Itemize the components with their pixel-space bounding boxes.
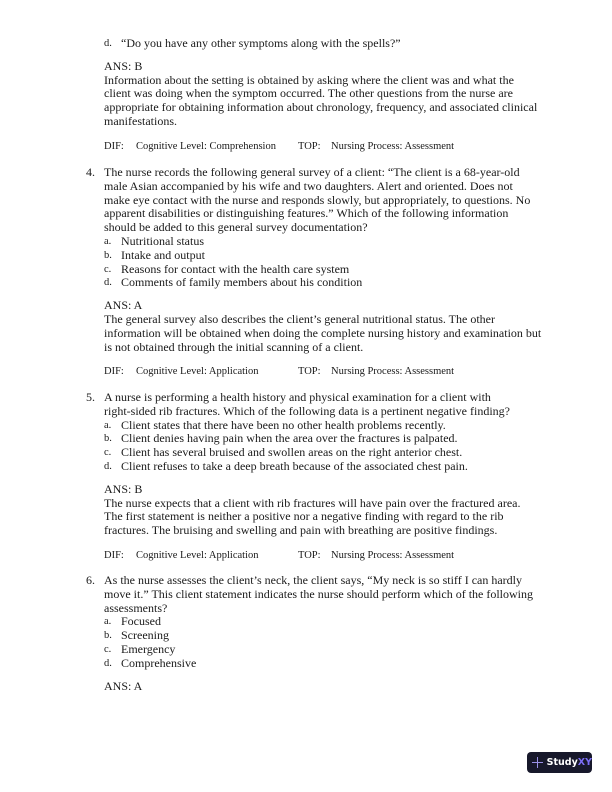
option-d <box>86 276 556 290</box>
question-number: 6. <box>86 573 95 587</box>
rationale-line: appropriate for obtaining information about chronology, frequency, and associated clinical <box>104 100 538 115</box>
question-4 <box>86 166 556 379</box>
rationale-line: is not obtained through the initial scanning of a client. <box>104 339 364 354</box>
answer-key: ANS: B <box>104 58 143 73</box>
top-label: TOP: <box>298 140 321 152</box>
stem-line: make eye contact with the nurse and responds slowly, but appropriately, to questions. No <box>104 192 531 207</box>
option-letter: c. <box>104 447 112 459</box>
option-letter: b. <box>104 249 112 261</box>
option-b <box>86 629 556 643</box>
option-text: Intake and output <box>121 247 205 262</box>
option-text: Comprehensive <box>121 655 197 670</box>
top-value: Nursing Process: Assessment <box>331 366 455 378</box>
option-text: Nutritional status <box>121 233 204 248</box>
option-text: Screening <box>121 628 169 643</box>
option-text: Reasons for contact with the health care system <box>121 261 350 276</box>
rationale <box>86 497 556 538</box>
stem-line: male Asian accompanied by his wife and two daughters. Alert and oriented. Does not <box>104 178 513 193</box>
dif-label: DIF: <box>104 366 124 378</box>
brand-main: Study <box>546 756 578 768</box>
option-d <box>86 460 556 474</box>
option-text: Emergency <box>121 641 176 656</box>
option-text: Client refuses to take a deep breath because of the associated chest pain. <box>121 458 468 473</box>
option-letter: d. <box>104 277 112 289</box>
option-c <box>86 643 556 657</box>
stem-line: right-sided rib fractures. Which of the following data is a pertinent negative finding? <box>104 403 510 418</box>
answer-key: ANS: A <box>104 678 143 693</box>
top-label: TOP: <box>298 549 321 561</box>
brand-accent: XY <box>577 756 592 768</box>
dif-label: DIF: <box>104 140 124 152</box>
dif-label: DIF: <box>104 549 124 561</box>
option-b <box>86 432 556 446</box>
rationale-line: information will be obtained when doing the complete nursing history and examination but <box>104 325 542 340</box>
rationale-line: Information about the setting is obtained by asking where the client was and what the <box>104 72 514 87</box>
option-text: Client states that there have been no other health problems recently. <box>121 417 446 432</box>
rationale <box>86 74 556 129</box>
option-b <box>86 249 556 263</box>
option-letter: b. <box>104 433 112 445</box>
rationale-line: manifestations. <box>104 113 177 128</box>
rationale-line: The nurse expects that a client with rib fractures will have pain over the fractured area. <box>104 495 521 510</box>
option-letter: a. <box>104 419 112 431</box>
answer-key: ANS: A <box>104 298 143 313</box>
option-letter: a. <box>104 616 112 628</box>
rationale-line: fractures. The bruising and swelling and pain with breathing are positive findings. <box>104 523 498 538</box>
option-text: Client denies having pain when the area over the fractures is palpated. <box>121 431 458 446</box>
option-a <box>86 615 556 629</box>
option-letter: d. <box>104 38 112 49</box>
question-stem <box>86 574 556 615</box>
question-6 <box>86 574 556 693</box>
option-text: “Do you have any other symptoms along with the spells?” <box>121 36 401 50</box>
top-label: TOP: <box>298 366 321 378</box>
dif-value: Cognitive Level: Comprehension <box>136 140 276 152</box>
top-value: Nursing Process: Assessment <box>331 140 455 152</box>
option-text: Focused <box>121 614 161 629</box>
question-stem <box>86 391 556 419</box>
question-5 <box>86 391 556 563</box>
rationale-line: The general survey also describes the client’s general nutritional status. The other <box>104 311 495 326</box>
option-letter: c. <box>104 643 112 655</box>
rationale-line: client was doing when the symptom occurred. The other questions from the nurse are <box>104 86 514 101</box>
dif-value: Cognitive Level: Application <box>136 549 259 561</box>
option-text: Client has several bruised and swollen areas on the right anterior chest. <box>121 445 463 460</box>
option-d <box>86 657 556 671</box>
stem-line: apparent disabilities or distinguishing features.” Which of the following information <box>104 206 509 221</box>
option-d <box>86 37 556 51</box>
option-c <box>86 263 556 277</box>
stem-line: should be added to this general survey documentation? <box>104 220 368 235</box>
rationale <box>86 313 556 354</box>
stem-line: The nurse records the following general survey of a client: “The client is a 68-year-old <box>104 165 520 179</box>
stem-line: assessments? <box>104 600 168 615</box>
question-metadata <box>86 140 556 154</box>
question-3-continuation <box>86 37 556 154</box>
option-letter: d. <box>104 657 112 669</box>
option-text: Comments of family members about his condition <box>121 275 363 290</box>
stem-line: A nurse is performing a health history and physical examination for a client with <box>104 390 491 404</box>
option-letter: d. <box>104 460 112 472</box>
option-letter: b. <box>104 630 112 642</box>
question-metadata <box>86 365 556 379</box>
option-a <box>86 419 556 433</box>
option-a <box>86 235 556 249</box>
stem-line: As the nurse assesses the client’s neck, the client says, “My neck is so stiff I can hardly <box>104 573 523 587</box>
option-letter: c. <box>104 263 112 275</box>
question-metadata <box>86 549 556 563</box>
stem-line: move it.” This client statement indicates the nurse should perform which of the following <box>104 586 534 601</box>
rationale-line: The first statement is neither a positive nor a negative finding with regard to the rib <box>104 509 504 524</box>
question-number: 4. <box>86 165 95 179</box>
option-c <box>86 446 556 460</box>
top-value: Nursing Process: Assessment <box>331 549 455 561</box>
option-letter: a. <box>104 235 112 247</box>
answer-key: ANS: B <box>104 481 143 496</box>
question-stem <box>86 166 556 235</box>
plus-icon <box>532 757 543 768</box>
dif-value: Cognitive Level: Application <box>136 366 259 378</box>
question-number: 5. <box>86 390 95 404</box>
studyxy-badge[interactable] <box>527 752 592 773</box>
